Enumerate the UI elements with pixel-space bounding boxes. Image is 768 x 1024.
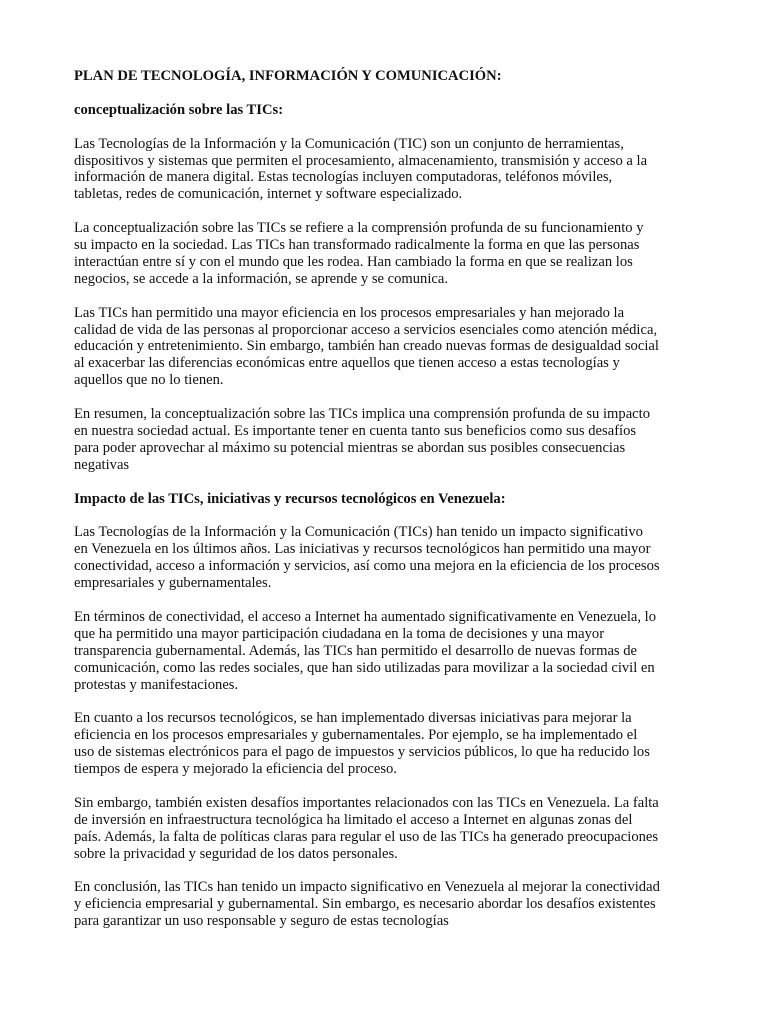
section-impact [74,524,706,930]
paragraph-line: La conceptualización sobre las TICs se refiere a la comprensión profunda de su funcionamiento y [74,220,644,237]
paragraph-line: protestas y manifestaciones. [74,676,239,693]
paragraph-line: Sin embargo, también existen desafíos importantes relacionados con las TICs en Venezuela. La falta [74,794,659,811]
paragraph-line: interactúan entre sí y con el mundo que les rodea. Han cambiado la forma en que se realizan los [74,253,633,270]
paragraph-line: eficiencia en los procesos empresariales y gubernamentales. Por ejemplo, se ha implementado el [74,727,638,744]
paragraph-line: transparencia gubernamental. Además, las TICs han permitido el desarrollo de nuevas formas de [74,642,638,659]
paragraph-line: calidad de vida de las personas al proporcionar acceso a servicios esenciales como atención médica, [74,321,658,338]
section-heading-concepts: conceptualización sobre las TICs: [74,101,284,118]
paragraph [74,305,706,390]
paragraph-line: En términos de conectividad, el acceso a Internet ha aumentado significativamente en Venezuela, lo [74,608,657,625]
paragraph [74,136,706,204]
paragraph-line: información de manera digital. Estas tecnologías incluyen computadoras, teléfonos móviles, [74,169,613,186]
section-heading-impact: Impacto de las TICs, iniciativas y recursos tecnológicos en Venezuela: [74,490,506,507]
paragraph-line: Las Tecnologías de la Información y la Comunicación (TIC) son un conjunto de herramientas, [74,135,624,152]
paragraph-line: su impacto en la sociedad. Las TICs han transformado radicalmente la forma en que las personas [74,237,640,254]
paragraph-line: aquellos que no lo tienen. [74,372,224,389]
paragraph [74,220,706,288]
paragraph-line: conectividad, acceso a información y servicios, así como una mejora en la eficiencia de los procesos [74,558,660,575]
paragraph-line: en nuestra sociedad actual. Es importante tener en cuenta tanto sus beneficios como sus desafíos [74,422,637,439]
document-title: PLAN DE TECNOLOGÍA, INFORMACIÓN Y COMUNICACIÓN: [74,68,502,84]
paragraph [74,524,706,592]
paragraph-line: en Venezuela en los últimos años. Las iniciativas y recursos tecnológicos han permitido una mayor [74,541,651,558]
paragraph-line: negocios, se accede a la información, se aprende y se comunica. [74,270,449,287]
document-body [74,67,706,947]
paragraph [74,710,706,778]
paragraph-line: al exacerbar las diferencias económicas entre aquellos que tienen acceso a estas tecnologías y [74,355,620,372]
paragraph-line: negativas [74,456,130,473]
paragraph-line: uso de sistemas electrónicos para el pago de impuestos y servicios públicos, lo que ha reducido los [74,744,650,761]
paragraph [74,795,706,863]
paragraph-line: empresariales y gubernamentales. [74,575,272,592]
paragraph-line: país. Además, la falta de políticas claras para regular el uso de las TICs ha generado preocupaciones [74,828,659,845]
paragraph-line: sobre la privacidad y seguridad de los datos personales. [74,845,398,862]
paragraph-line: En conclusión, las TICs han tenido un impacto significativo en Venezuela al mejorar la conectividad [74,879,660,896]
paragraph-line: de inversión en infraestructura tecnológica ha limitado el acceso a Internet en algunas zonas del [74,811,633,828]
paragraph [74,879,706,930]
paragraph-line: que ha permitido una mayor participación ciudadana en la toma de decisiones y una mayor [74,625,605,642]
paragraph-line: tiempos de espera y mejorado la eficiencia del proceso. [74,761,397,778]
paragraph-line: tabletas, redes de comunicación, internet y software especializado. [74,186,463,203]
paragraph-line: Las Tecnologías de la Información y la Comunicación (TICs) han tenido un impacto significativo [74,524,643,541]
paragraph-line: comunicación, como las redes sociales, que han sido utilizadas para movilizar a la sociedad civil en [74,659,655,676]
paragraph-line: para poder aprovechar al máximo su potencial mientras se abordan sus posibles consecuencias [74,439,626,456]
paragraph-line: educación y entretenimiento. Sin embargo, también han creado nuevas formas de desigualdad social [74,338,659,355]
paragraph [74,406,706,474]
paragraph [74,609,706,694]
paragraph-line: y eficiencia empresarial y gubernamental. Sin embargo, es necesario abordar los desafíos existentes [74,896,656,913]
section-concepts [74,136,706,474]
paragraph-line: Las TICs han permitido una mayor eficiencia en los procesos empresariales y han mejorado la [74,304,625,321]
paragraph-line: En cuanto a los recursos tecnológicos, se han implementado diversas iniciativas para mejorar la [74,710,632,727]
paragraph-line: dispositivos y sistemas que permiten el procesamiento, almacenamiento, transmisión y acceso a la [74,152,648,169]
paragraph-line: para garantizar un uso responsable y seguro de estas tecnologías [74,913,449,930]
paragraph-line: En resumen, la conceptualización sobre las TICs implica una comprensión profunda de su impacto [74,406,651,423]
